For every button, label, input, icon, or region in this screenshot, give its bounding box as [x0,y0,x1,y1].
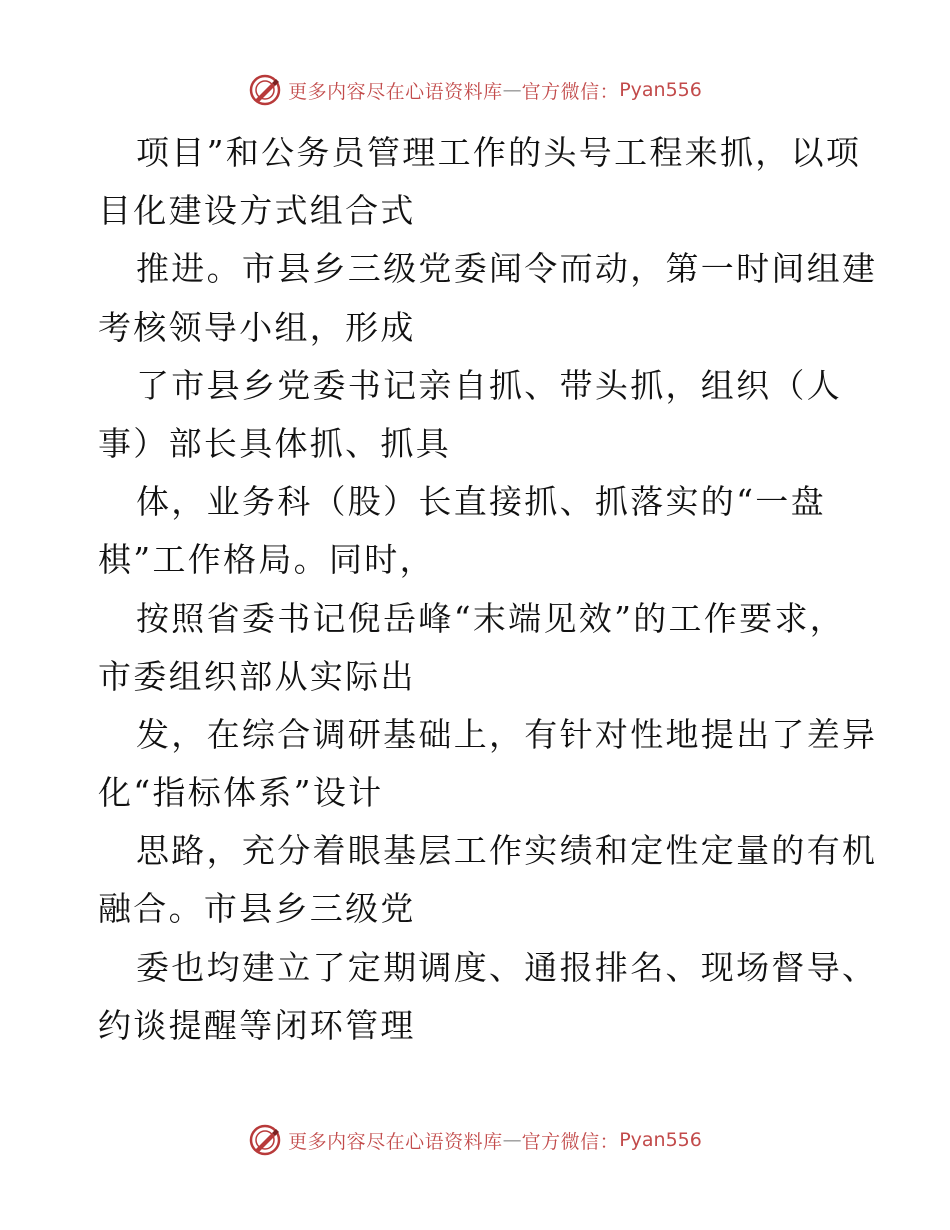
paragraph-line: 了市县乡党委书记亲自抓、带头抓，组织（人 [136,365,842,405]
paragraph-line: 按照省委书记倪岳峰“末端见效”的工作要求， [136,598,846,638]
paragraph-line: 化“指标体系”设计 [98,773,384,813]
paragraph-line: 推进。市县乡三级党委闻令而动，第一时间组建 [136,249,878,289]
paragraph-line: 融合。市县乡三级党 [98,889,416,929]
watermark-separator: — [502,1129,522,1151]
watermark-official-id: Pyan556 [619,79,702,101]
paragraph-line: 考核领导小组，形成 [98,307,416,347]
paragraph-line: 项目”和公务员管理工作的头号工程来抓，以项 [136,133,862,172]
pen-logo-icon [248,1123,282,1157]
paragraph-line: 委也均建立了定期调度、通报排名、现场督导、 [136,947,878,987]
paragraph-line: 体，业务科（股）长直接抓、抓落实的“一盘 [136,482,826,522]
paragraph-line: 市委组织部从实际出 [98,656,416,696]
paragraph-line: 思路，充分着眼基层工作实绩和定性定量的有机 [136,831,878,871]
watermark-official-label: 官方微信： [521,1130,620,1153]
paragraph-line: 棋”工作格局。同时， [98,540,435,580]
watermark-text: 更多内容尽在心语资料库 [288,80,503,103]
watermark-official-id: Pyan556 [619,1129,702,1151]
header-watermark [0,72,950,108]
watermark-separator: — [502,79,522,101]
document-body [98,124,878,1055]
watermark-official-label: 官方微信： [521,80,620,103]
footer-watermark [0,1122,950,1158]
paragraph-line: 目化建设方式组合式 [98,191,416,231]
paragraph-line: 发，在综合调研基础上，有针对性地提出了差异 [136,714,878,754]
paragraph-line: 约谈提醒等闭环管理 [98,1005,416,1045]
watermark-text: 更多内容尽在心语资料库 [288,1130,503,1153]
pen-logo-icon [248,73,282,107]
paragraph-line: 事）部长具体抓、抓具 [98,423,451,463]
